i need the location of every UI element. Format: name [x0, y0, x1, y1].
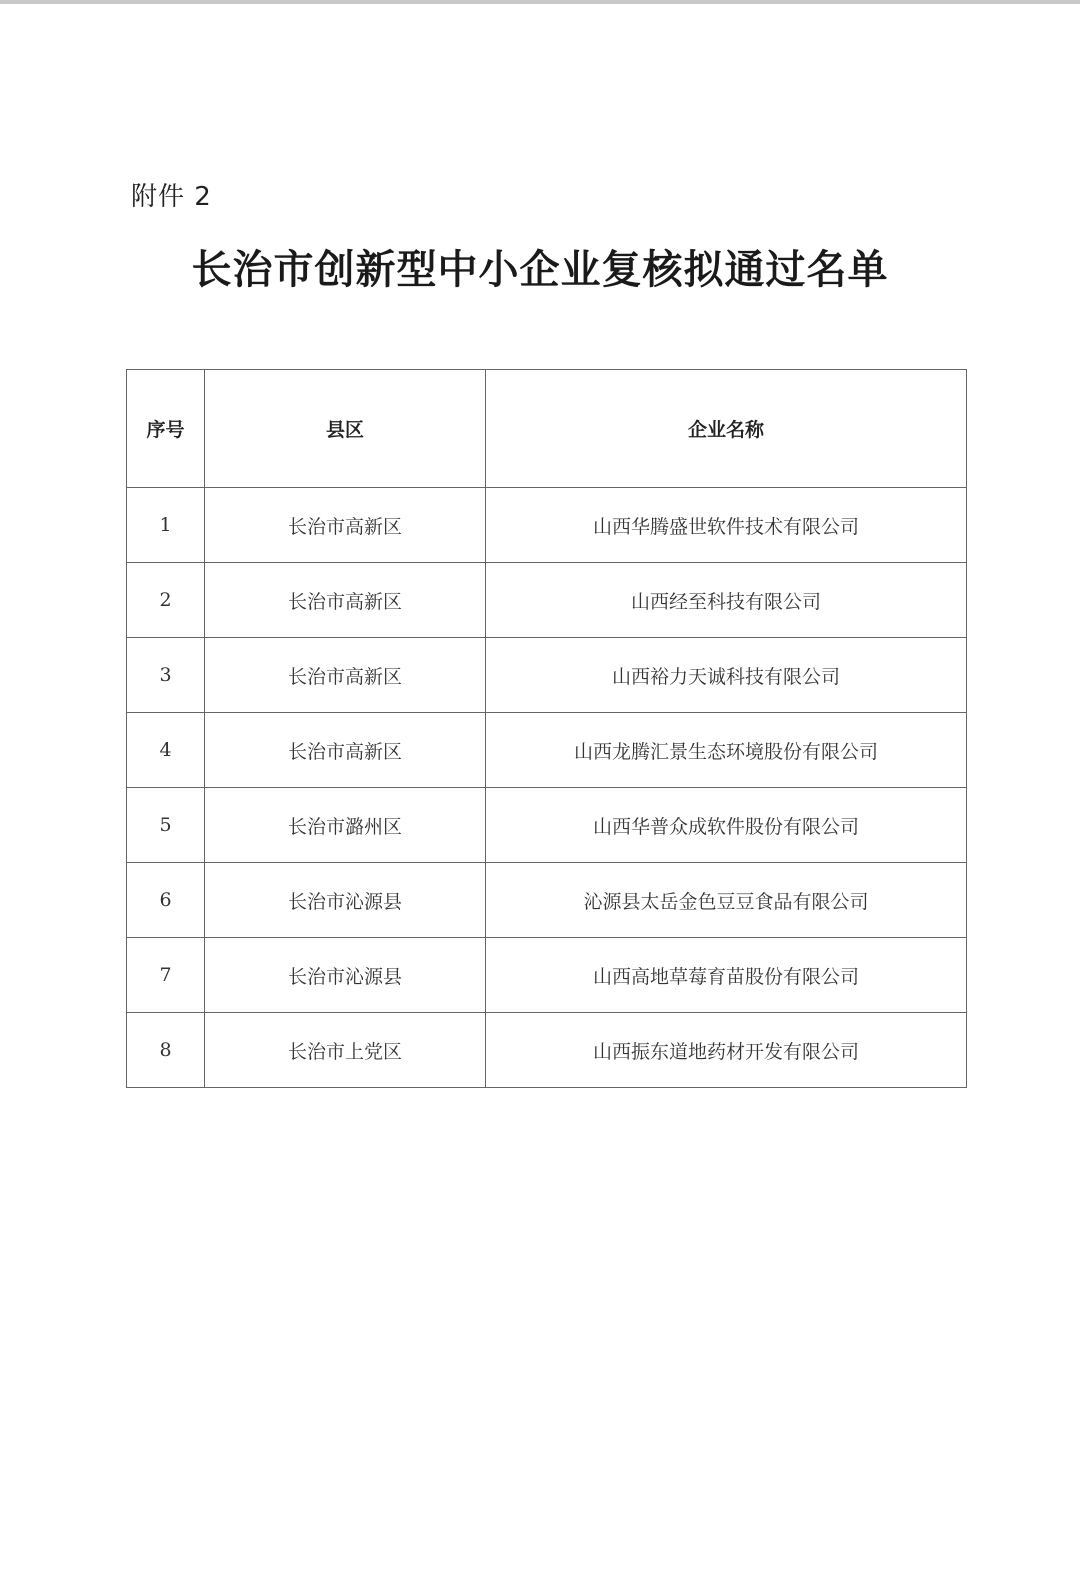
table-row	[127, 1013, 967, 1088]
table-header	[127, 370, 967, 488]
row-company-name: 山西华腾盛世软件技术有限公司	[486, 488, 967, 563]
attachment-label: 附件 2	[131, 182, 212, 212]
row-district: 长治市高新区	[205, 713, 486, 788]
row-company-name: 山西高地草莓育苗股份有限公司	[486, 938, 967, 1013]
row-district: 长治市上党区	[205, 1013, 486, 1088]
row-number: 8	[127, 1013, 205, 1088]
page-top-border	[0, 0, 1080, 4]
row-district: 长治市潞州区	[205, 788, 486, 863]
column-header-district: 县区	[205, 370, 486, 488]
row-number: 5	[127, 788, 205, 863]
document-title: 长治市创新型中小企业复核拟通过名单	[191, 246, 889, 293]
row-district: 长治市沁源县	[205, 863, 486, 938]
table-row	[127, 788, 967, 863]
row-number: 3	[127, 638, 205, 713]
row-number: 4	[127, 713, 205, 788]
row-company-name: 山西龙腾汇景生态环境股份有限公司	[486, 713, 967, 788]
table-row	[127, 938, 967, 1013]
table-row	[127, 488, 967, 563]
row-company-name: 山西经至科技有限公司	[486, 563, 967, 638]
row-number: 1	[127, 488, 205, 563]
company-list-table	[126, 369, 967, 1088]
row-company-name: 沁源县太岳金色豆豆食品有限公司	[486, 863, 967, 938]
column-header-number: 序号	[127, 370, 205, 488]
row-number: 2	[127, 563, 205, 638]
row-district: 长治市沁源县	[205, 938, 486, 1013]
row-district: 长治市高新区	[205, 488, 486, 563]
row-company-name: 山西华普众成软件股份有限公司	[486, 788, 967, 863]
table-row	[127, 563, 967, 638]
table-row	[127, 713, 967, 788]
row-district: 长治市高新区	[205, 563, 486, 638]
column-header-company: 企业名称	[486, 370, 967, 488]
row-number: 7	[127, 938, 205, 1013]
table-row	[127, 863, 967, 938]
table-header-row	[127, 370, 967, 488]
table-row	[127, 638, 967, 713]
row-district: 长治市高新区	[205, 638, 486, 713]
row-company-name: 山西裕力天诚科技有限公司	[486, 638, 967, 713]
row-company-name: 山西振东道地药材开发有限公司	[486, 1013, 967, 1088]
row-number: 6	[127, 863, 205, 938]
table-body	[127, 488, 967, 1088]
